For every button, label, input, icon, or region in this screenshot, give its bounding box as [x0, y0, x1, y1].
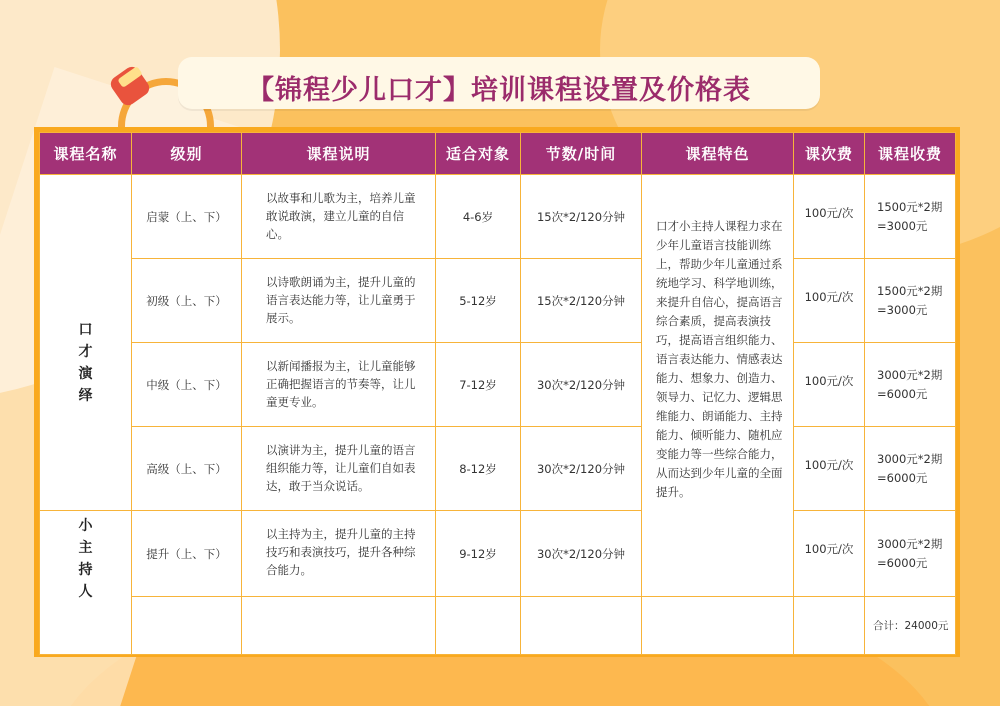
category-cell [40, 175, 132, 511]
table-row [40, 259, 956, 343]
price-cell: 3000元*2期=6000元 [865, 343, 956, 427]
level-cell: 中级（上、下） [132, 343, 242, 427]
sessions-cell: 30次*2/120分钟 [521, 427, 642, 511]
target-cell: 9-12岁 [436, 511, 521, 597]
level-cell: 高级（上、下） [132, 427, 242, 511]
target-cell: 7-12岁 [436, 343, 521, 427]
category-cell [40, 511, 132, 655]
target-cell: 8-12岁 [436, 427, 521, 511]
fee-cell: 100元/次 [794, 343, 865, 427]
sessions-cell: 15次*2/120分钟 [521, 175, 642, 259]
table-row [40, 511, 956, 597]
table-row [40, 175, 956, 259]
table-row [40, 343, 956, 427]
target-cell: 5-12岁 [436, 259, 521, 343]
empty-cell [794, 597, 865, 655]
sessions-cell: 30次*2/120分钟 [521, 343, 642, 427]
fee-cell: 100元/次 [794, 427, 865, 511]
header-target: 适合对象 [436, 133, 521, 175]
empty-cell [436, 597, 521, 655]
header-fee: 课次费 [794, 133, 865, 175]
description-cell: 以故事和儿歌为主，培养儿童敢说敢演，建立儿童的自信心。 [242, 175, 436, 259]
description-cell: 以演讲为主，提升儿童的语言组织能力等，让儿童们自如表达，敢于当众说话。 [242, 427, 436, 511]
feature-cell: 口才小主持人课程力求在少年儿童语言技能训练上，帮助少年儿童通过系统地学习、科学地训练，来提升自信心，提高语言综合素质，提高表演技巧，提高语言组织能力、语言表达能力、情感表达能力、想象力、创造力、领导力、记忆力、逻辑思维能力、朗诵能力、主持能力、倾听能力、随机应变能力等一些综合能力，从而达到少年儿童的全面提升。 [642, 175, 794, 597]
header-description: 课程说明 [242, 133, 436, 175]
price-cell: 1500元*2期=3000元 [865, 175, 956, 259]
header-price: 课程收费 [865, 133, 956, 175]
description-cell: 以新闻播报为主，让儿童能够正确把握语言的节奏等，让儿童更专业。 [242, 343, 436, 427]
category-label: 口才演绎 [78, 321, 93, 404]
sessions-cell: 30次*2/120分钟 [521, 511, 642, 597]
empty-cell [242, 597, 436, 655]
title-banner [178, 57, 820, 109]
level-cell: 启蒙（上、下） [132, 175, 242, 259]
table-header-row [40, 133, 956, 175]
target-cell: 4-6岁 [436, 175, 521, 259]
empty-cell [521, 597, 642, 655]
empty-cell [642, 597, 794, 655]
fee-cell: 100元/次 [794, 511, 865, 597]
sessions-cell: 15次*2/120分钟 [521, 259, 642, 343]
header-feature: 课程特色 [642, 133, 794, 175]
description-cell: 以诗歌朗诵为主，提升儿童的语言表达能力等，让儿童勇于展示。 [242, 259, 436, 343]
level-cell: 初级（上、下） [132, 259, 242, 343]
price-cell: 3000元*2期=6000元 [865, 511, 956, 597]
table-row [40, 427, 956, 511]
fee-cell: 100元/次 [794, 259, 865, 343]
header-level: 级别 [132, 133, 242, 175]
description-cell: 以主持为主，提升儿童的主持技巧和表演技巧，提升各种综合能力。 [242, 511, 436, 597]
table-row [40, 597, 956, 655]
page-title: 【锦程少儿口才】培训课程设置及价格表 [247, 75, 751, 106]
price-table [39, 132, 956, 655]
header-sessions: 节数/时间 [521, 133, 642, 175]
header-course-name: 课程名称 [40, 133, 132, 175]
price-table-frame [34, 127, 960, 657]
level-cell: 提升（上、下） [132, 511, 242, 597]
price-cell: 1500元*2期=3000元 [865, 259, 956, 343]
empty-cell [132, 597, 242, 655]
price-cell: 3000元*2期=6000元 [865, 427, 956, 511]
category-label: 小主持人 [78, 518, 93, 600]
total-cell: 合计：24000元 [865, 597, 956, 655]
fee-cell: 100元/次 [794, 175, 865, 259]
